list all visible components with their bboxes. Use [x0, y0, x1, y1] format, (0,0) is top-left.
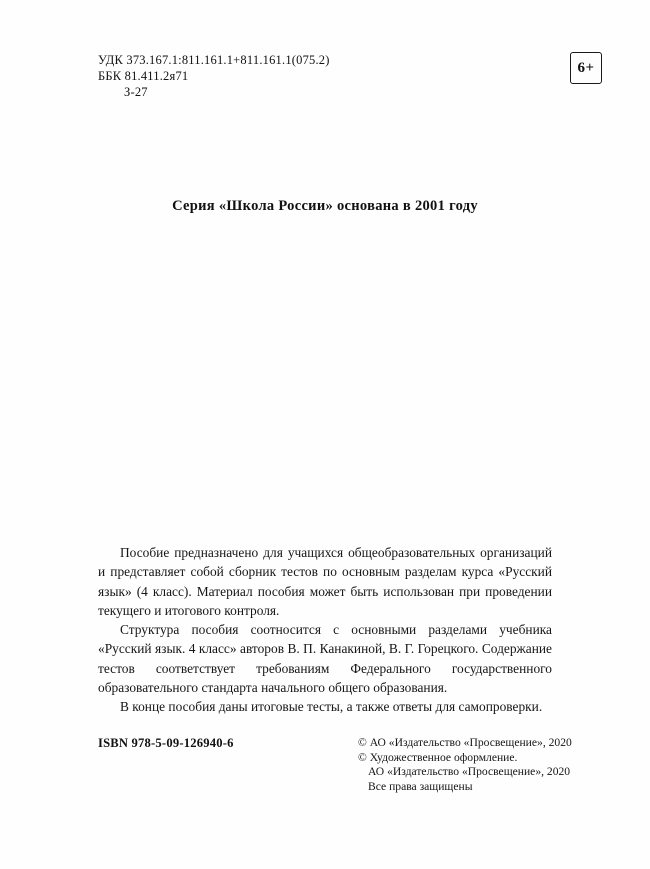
annotation-text	[98, 543, 552, 717]
bbk-code: ББК 81.411.2я71	[98, 69, 189, 83]
shelf-code: З-27	[124, 85, 148, 99]
udk-code: УДК 373.167.1:811.161.1+811.161.1(075.2)	[98, 53, 330, 67]
classification-codes	[98, 52, 330, 100]
annotation-paragraph: Структура пособия соотносится с основными разделами учебника «Русский язык. 4 класс» авторов В. П. Канакиной, В. Г. Горецкого. Содержание тестов соответствует требованиям Федерального государственного образовательного стандарта начального общего образования.	[98, 622, 552, 696]
copyright-block	[358, 736, 598, 794]
copyright-line: Все права защищены	[368, 779, 473, 793]
series-note: Серия «Школа России» основана в 2001 году	[172, 198, 478, 214]
copyright-line: © АО «Издательство «Просвещение», 2020	[358, 736, 572, 749]
copyright-line: © Художественное оформление.	[358, 750, 518, 764]
annotation-paragraph: Пособие предназначено для учащихся общеобразовательных организаций и представляет собой сборник тестов по основным разделам курса «Русский язык» (4 класс). Материал пособия может быть использован при проведении текущего и итогового контроля.	[98, 545, 552, 618]
copyright-line: АО «Издательство «Просвещение», 2020	[368, 765, 571, 779]
age-rating-badge: 6+	[570, 52, 602, 84]
isbn-number: ISBN 978-5-09-126940-6	[98, 736, 234, 750]
annotation-paragraph: В конце пособия даны итоговые тесты, а также ответы для самопроверки.	[120, 699, 543, 715]
